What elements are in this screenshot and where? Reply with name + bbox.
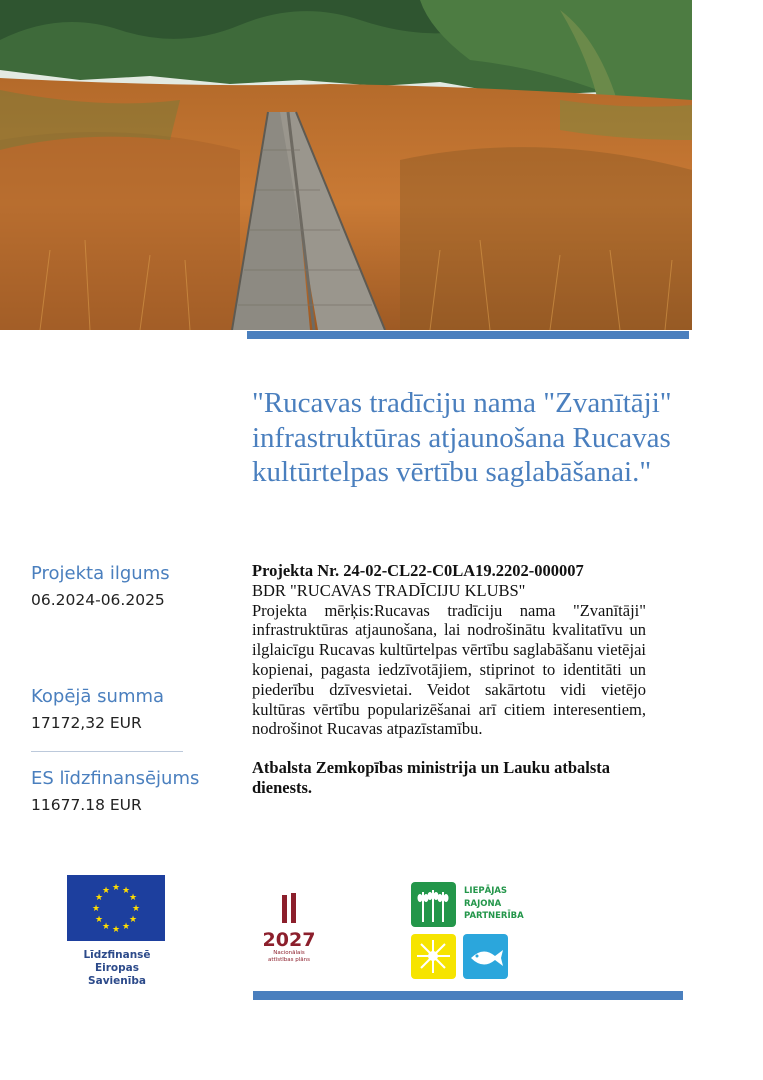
sun-icon xyxy=(411,934,456,979)
svg-text:★: ★ xyxy=(94,893,104,903)
nap-sub-line1: Nacionālais xyxy=(273,950,305,956)
top-accent-rule xyxy=(247,331,689,339)
lrp-line1: LIEPĀJAS xyxy=(464,886,508,896)
fish-icon xyxy=(463,934,508,979)
svg-text:★: ★ xyxy=(91,904,101,914)
project-goal: Projekta mērķis:Rucavas tradīciju nama "Zvanītāji" infrastruktūras atjaunošana, lai nodrošinātu kvalitatīvu un ilglaicīgu Rucavas kultūrtelpas vērtību saglabāšanu vietējai kopienai, pagasta iedzīvotājiem, stiprinot to identitāti un piederību dzīvesvietai. Veidot sakārtotu vidi vietējo kultūras vērtību popularizēšanai arī citiem interesentiem, nodrošinot Rucavas atpazīstamību. xyxy=(252,600,646,739)
lrp-line3: PARTNERĪBA xyxy=(464,911,524,921)
eu-caption-line1: Līdzfinansē xyxy=(83,949,151,961)
nap-sub-line2: attīstības plāns xyxy=(268,956,310,963)
lrp-line2: RAJONA xyxy=(464,898,502,909)
svg-text:★: ★ xyxy=(128,893,138,903)
duration-block xyxy=(31,563,170,610)
eu-cofinancing-label: ES līdzfinansējums xyxy=(31,768,200,789)
eu-caption-line2: Eiropas Savienība xyxy=(88,962,146,987)
duration-value: 06.2024-06.2025 xyxy=(31,591,165,609)
svg-text:★: ★ xyxy=(111,883,121,893)
project-description xyxy=(252,561,646,798)
support-statement: Atbalsta Zemkopības ministrija un Lauku atbalsta dienests. xyxy=(252,758,611,797)
organization-name: BDR "RUCAVAS TRADĪCIJU KLUBS" xyxy=(252,580,526,600)
eu-cofinancing-block xyxy=(31,768,199,815)
sidebar-divider xyxy=(31,751,183,752)
eu-flag-icon xyxy=(67,875,165,941)
svg-text:★: ★ xyxy=(121,886,131,896)
bottom-accent-rule xyxy=(253,991,683,1000)
total-sum-label: Kopējā summa xyxy=(31,686,165,707)
nap-bars-icon xyxy=(274,893,304,923)
eu-cofinancing-value: 11677.18 EUR xyxy=(31,796,142,814)
wheat-icon xyxy=(411,882,456,927)
total-sum-value: 17172,32 EUR xyxy=(31,714,142,732)
national-development-plan-logo xyxy=(258,893,320,963)
project-number: Projekta Nr. 24-02-CL22-C0LA19.2202-000007 xyxy=(252,561,584,580)
duration-label: Projekta ilgums xyxy=(31,563,170,584)
nap-year: 2027 xyxy=(262,929,316,951)
total-sum-block xyxy=(31,686,164,733)
svg-text:★: ★ xyxy=(101,886,111,896)
svg-text:★: ★ xyxy=(101,922,111,932)
svg-text:★: ★ xyxy=(111,925,121,935)
project-title: "Rucavas tradīciju nama "Zvanītāji" infrastruktūras atjaunošana Rucavas kultūrtelpas vērtību saglabāšanai." xyxy=(252,387,672,488)
eu-cofunded-logo xyxy=(67,875,167,988)
svg-text:★: ★ xyxy=(121,922,131,932)
bog-boardwalk-photo xyxy=(0,0,692,330)
svg-text:★: ★ xyxy=(94,915,104,925)
liepaja-district-partnership-logo xyxy=(411,882,524,982)
svg-text:★: ★ xyxy=(128,915,138,925)
svg-text:★: ★ xyxy=(131,904,141,914)
